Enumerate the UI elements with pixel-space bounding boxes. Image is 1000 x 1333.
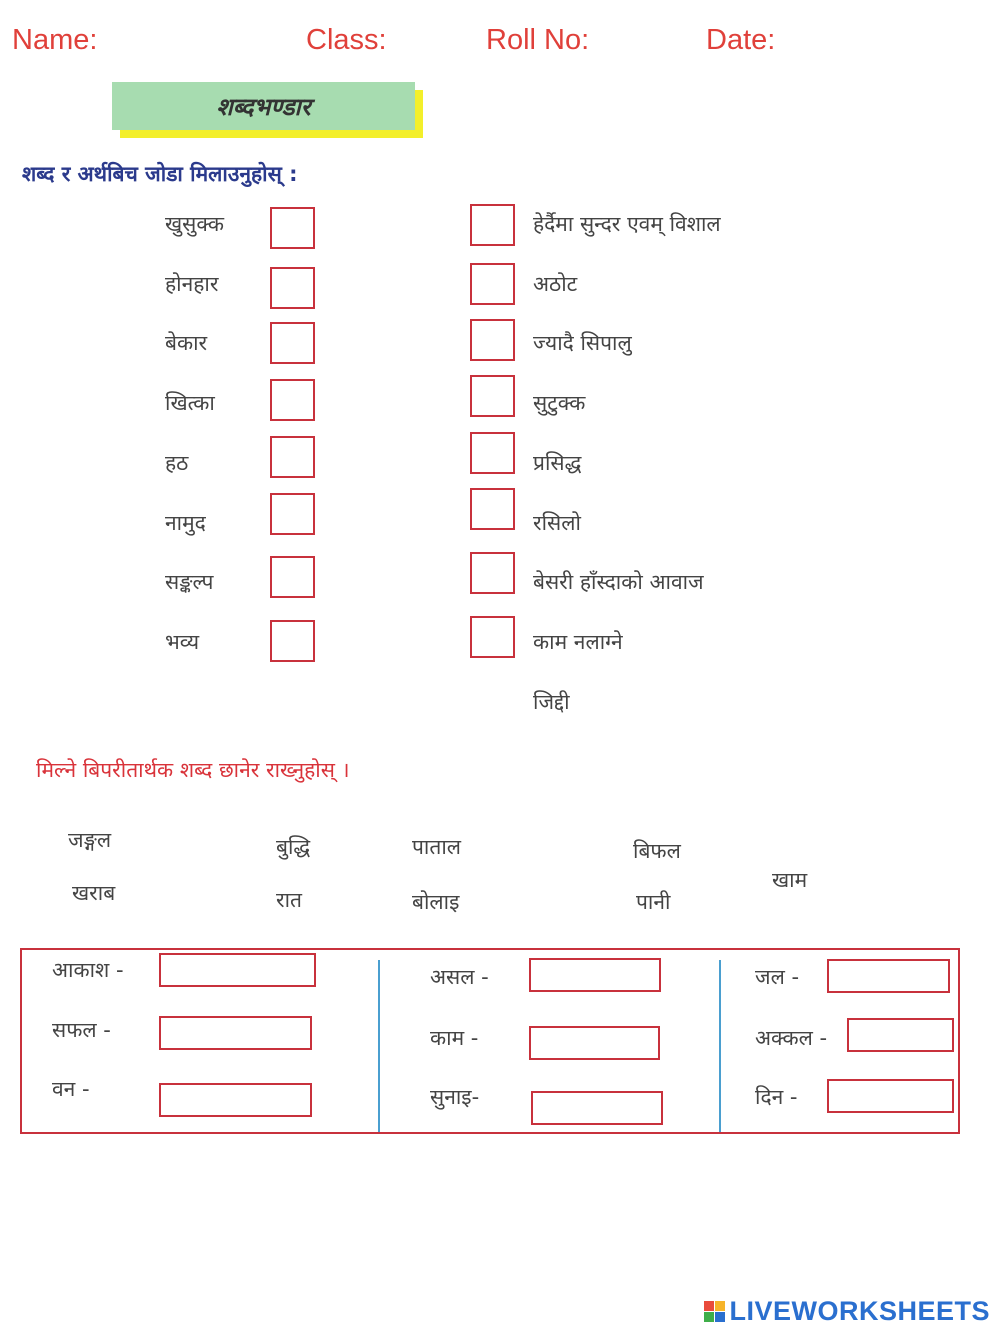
roll-no-label: Roll No: (486, 24, 590, 56)
match-meaning: अठोट (533, 272, 578, 296)
antonym-prompt: सफल - (52, 1018, 111, 1042)
match-meaning: हेर्दैमा सुन्दर एवम् विशाल (533, 212, 721, 236)
match-meaning: रसिलो (533, 511, 581, 535)
right-match-box[interactable] (470, 432, 515, 474)
word-bank-item: खाम (772, 868, 808, 892)
antonym-answer-input[interactable] (159, 1016, 312, 1050)
match-word: होनहार (165, 272, 219, 296)
class-label: Class: (306, 24, 387, 56)
antonym-answer-input[interactable] (529, 958, 661, 992)
right-match-box[interactable] (470, 204, 515, 246)
left-match-box[interactable] (270, 322, 315, 364)
match-meaning: सुटुक्क (533, 391, 586, 415)
antonym-answer-input[interactable] (531, 1091, 663, 1125)
match-meaning: प्रसिद्ध (533, 451, 582, 475)
word-bank-item: पाताल (412, 835, 462, 859)
antonym-prompt: असल - (430, 965, 489, 989)
matching-instruction: शब्द र अर्थबिच जोडा मिलाउनुहोस् : (22, 162, 298, 186)
word-bank-item: बिफल (633, 839, 681, 863)
antonym-answer-input[interactable] (847, 1018, 954, 1052)
right-match-box[interactable] (470, 375, 515, 417)
match-word: खुसुक्क (165, 212, 224, 236)
match-word: खित्का (165, 391, 215, 415)
antonym-prompt: काम - (430, 1026, 479, 1050)
name-label: Name: (12, 24, 98, 56)
left-match-box[interactable] (270, 379, 315, 421)
word-bank-item: बोलाइ (412, 890, 460, 914)
antonym-answer-input[interactable] (827, 959, 950, 993)
right-match-box[interactable] (470, 616, 515, 658)
antonym-prompt: जल - (755, 965, 800, 989)
antonym-answer-input[interactable] (159, 953, 316, 987)
left-match-box[interactable] (270, 556, 315, 598)
left-match-box[interactable] (270, 207, 315, 249)
antonym-instruction: मिल्ने बिपरीतार्थक शब्द छानेर राख्नुहोस् । (36, 758, 350, 782)
match-meaning: जिद्दी (533, 690, 570, 714)
match-word: बेकार (165, 331, 208, 355)
match-word: भव्य (165, 630, 200, 654)
right-match-box[interactable] (470, 488, 515, 530)
match-word: सङ्कल्प (165, 570, 214, 594)
antonym-answer-input[interactable] (529, 1026, 660, 1060)
antonym-prompt: वन - (52, 1077, 90, 1101)
word-bank-item: खराब (72, 881, 116, 905)
left-match-box[interactable] (270, 267, 315, 309)
antonym-prompt: दिन - (755, 1085, 798, 1109)
left-match-box[interactable] (270, 620, 315, 662)
liveworksheets-logo-icon (704, 1301, 725, 1322)
liveworksheets-brand (704, 1296, 990, 1327)
match-word: नामुद (165, 511, 206, 535)
match-meaning: ज्यादै सिपालु (533, 331, 632, 355)
antonym-prompt: सुनाइ- (430, 1085, 480, 1109)
match-meaning: बेसरी हाँस्दाको आवाज (533, 570, 704, 594)
antonym-prompt: आकाश - (52, 958, 124, 982)
antonym-prompt: अक्कल - (755, 1026, 828, 1050)
column-divider (719, 960, 721, 1132)
right-match-box[interactable] (470, 319, 515, 361)
section-title: शब्दभण्डार (112, 82, 415, 130)
word-bank-item: जङ्गल (68, 828, 112, 852)
word-bank-item: रात (276, 888, 302, 912)
word-bank-item: पानी (636, 890, 671, 914)
match-meaning: काम नलाग्ने (533, 630, 623, 654)
column-divider (378, 960, 380, 1132)
right-match-box[interactable] (470, 552, 515, 594)
right-match-box[interactable] (470, 263, 515, 305)
left-match-box[interactable] (270, 436, 315, 478)
word-bank-item: बुद्धि (276, 835, 311, 859)
left-match-box[interactable] (270, 493, 315, 535)
date-label: Date: (706, 24, 776, 56)
match-word: हठ (165, 451, 189, 475)
antonym-answer-input[interactable] (159, 1083, 312, 1117)
antonym-answer-input[interactable] (827, 1079, 954, 1113)
brand-name: LIVEWORKSHEETS (729, 1296, 990, 1326)
